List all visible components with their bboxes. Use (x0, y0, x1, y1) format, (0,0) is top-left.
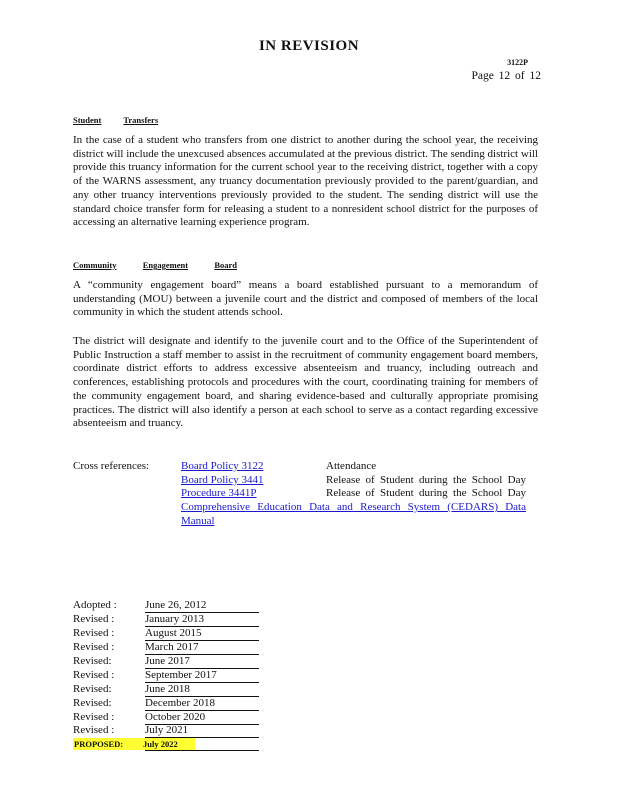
document-number: 3122P (507, 58, 528, 67)
history-date: December 2018 (145, 697, 259, 711)
history-row (73, 683, 259, 697)
cross-references-label: Cross references: (73, 460, 150, 472)
history-label: Revised: (73, 683, 112, 695)
cross-reference-description: Attendance (326, 460, 377, 472)
heading-word: Transfers (123, 115, 159, 125)
board-policy-3441-link[interactable]: Board Policy 3441 (181, 474, 264, 486)
history-label: Revised : (73, 669, 115, 681)
cross-reference-description: Release of Student during the School Day (326, 487, 526, 499)
history-label: Revised: (73, 655, 112, 667)
history-date: June 2017 (145, 655, 259, 669)
community-engagement-board-definition: A “community engagement board” means a board established pursuant to a memorandum of understanding (MOU) between a juvenile court and the district and composed of members of the local community in which the student attends school. (73, 279, 538, 319)
history-row (73, 711, 259, 725)
history-date: January 2013 (145, 613, 259, 627)
proposed-label: PROPOSED: (74, 739, 124, 749)
student-transfers-paragraph: In the case of a student who transfers from one district to another during the school year, the receiving district will include the unexcused absences accumulated at the previous district. The sending district will provide this truancy information for the current school year to the receiving district, together with a copy of the WARNS assessment, any truancy documentation previously provided to the parent/guardian, and any other truancy interventions previously provided to the student. The sending district will use the standard choice transfer form for releasing a student to a nonresident school district for the purposes of accessing an alternative learning experience program. (73, 134, 538, 229)
community-engagement-board-procedure: The district will designate and identify to the juvenile court and to the Office of the Superintendent of Public Instruction a staff member to assist in the recruitment of community engagement board members, coordinate district efforts to address excessive absenteeism and truancy, including outreach and conferences, establishing protocols and procedures with the court, coordinating training for members of the community engagement board, and sharing evidence-based and culturally appropriate promising practices. The district will also identify a person at each school to serve as a contact regarding excessive absenteeism and truancy. (73, 335, 538, 430)
proposed-date: July 2022 (143, 739, 178, 749)
history-label: Revised : (73, 613, 115, 625)
section-heading-student-transfers (73, 115, 158, 125)
section-heading-community-engagement-board (73, 260, 237, 270)
cedars-data-manual-link[interactable]: Comprehensive Education Data and Research System (CEDARS) Data Manual (181, 501, 526, 527)
cross-reference-description: Release of Student during the School Day (326, 474, 526, 486)
board-policy-3122-link[interactable]: Board Policy 3122 (181, 460, 264, 472)
heading-word: Board (214, 260, 237, 270)
history-label: Revised : (73, 724, 115, 736)
history-date: June 2018 (145, 683, 259, 697)
history-row (73, 641, 259, 655)
heading-word: Engagement (142, 260, 189, 270)
document-title: IN REVISION (258, 38, 360, 54)
history-label: Revised : (73, 641, 115, 653)
history-row (73, 724, 259, 738)
history-label: Adopted : (73, 599, 117, 611)
history-date: July 2021 (145, 724, 259, 738)
history-row (73, 627, 259, 641)
heading-word: Community (73, 260, 117, 270)
proposed-row (73, 738, 259, 750)
heading-word: Student (73, 115, 102, 125)
history-row (73, 669, 259, 683)
history-date: March 2017 (145, 641, 259, 655)
history-date: August 2015 (145, 627, 259, 641)
history-label: Revised : (73, 711, 115, 723)
page-number: Page 12 of 12 (471, 70, 541, 82)
history-label: Revised: (73, 697, 112, 709)
history-row (73, 613, 259, 627)
history-label: Revised : (73, 627, 115, 639)
history-date: September 2017 (145, 669, 259, 683)
procedure-3441p-link[interactable]: Procedure 3441P (181, 487, 257, 499)
history-date: June 26, 2012 (145, 599, 259, 613)
history-row (73, 599, 259, 613)
history-row (73, 655, 259, 669)
proposed-underline (145, 750, 259, 751)
history-date: October 2020 (145, 711, 259, 725)
history-row (73, 697, 259, 711)
